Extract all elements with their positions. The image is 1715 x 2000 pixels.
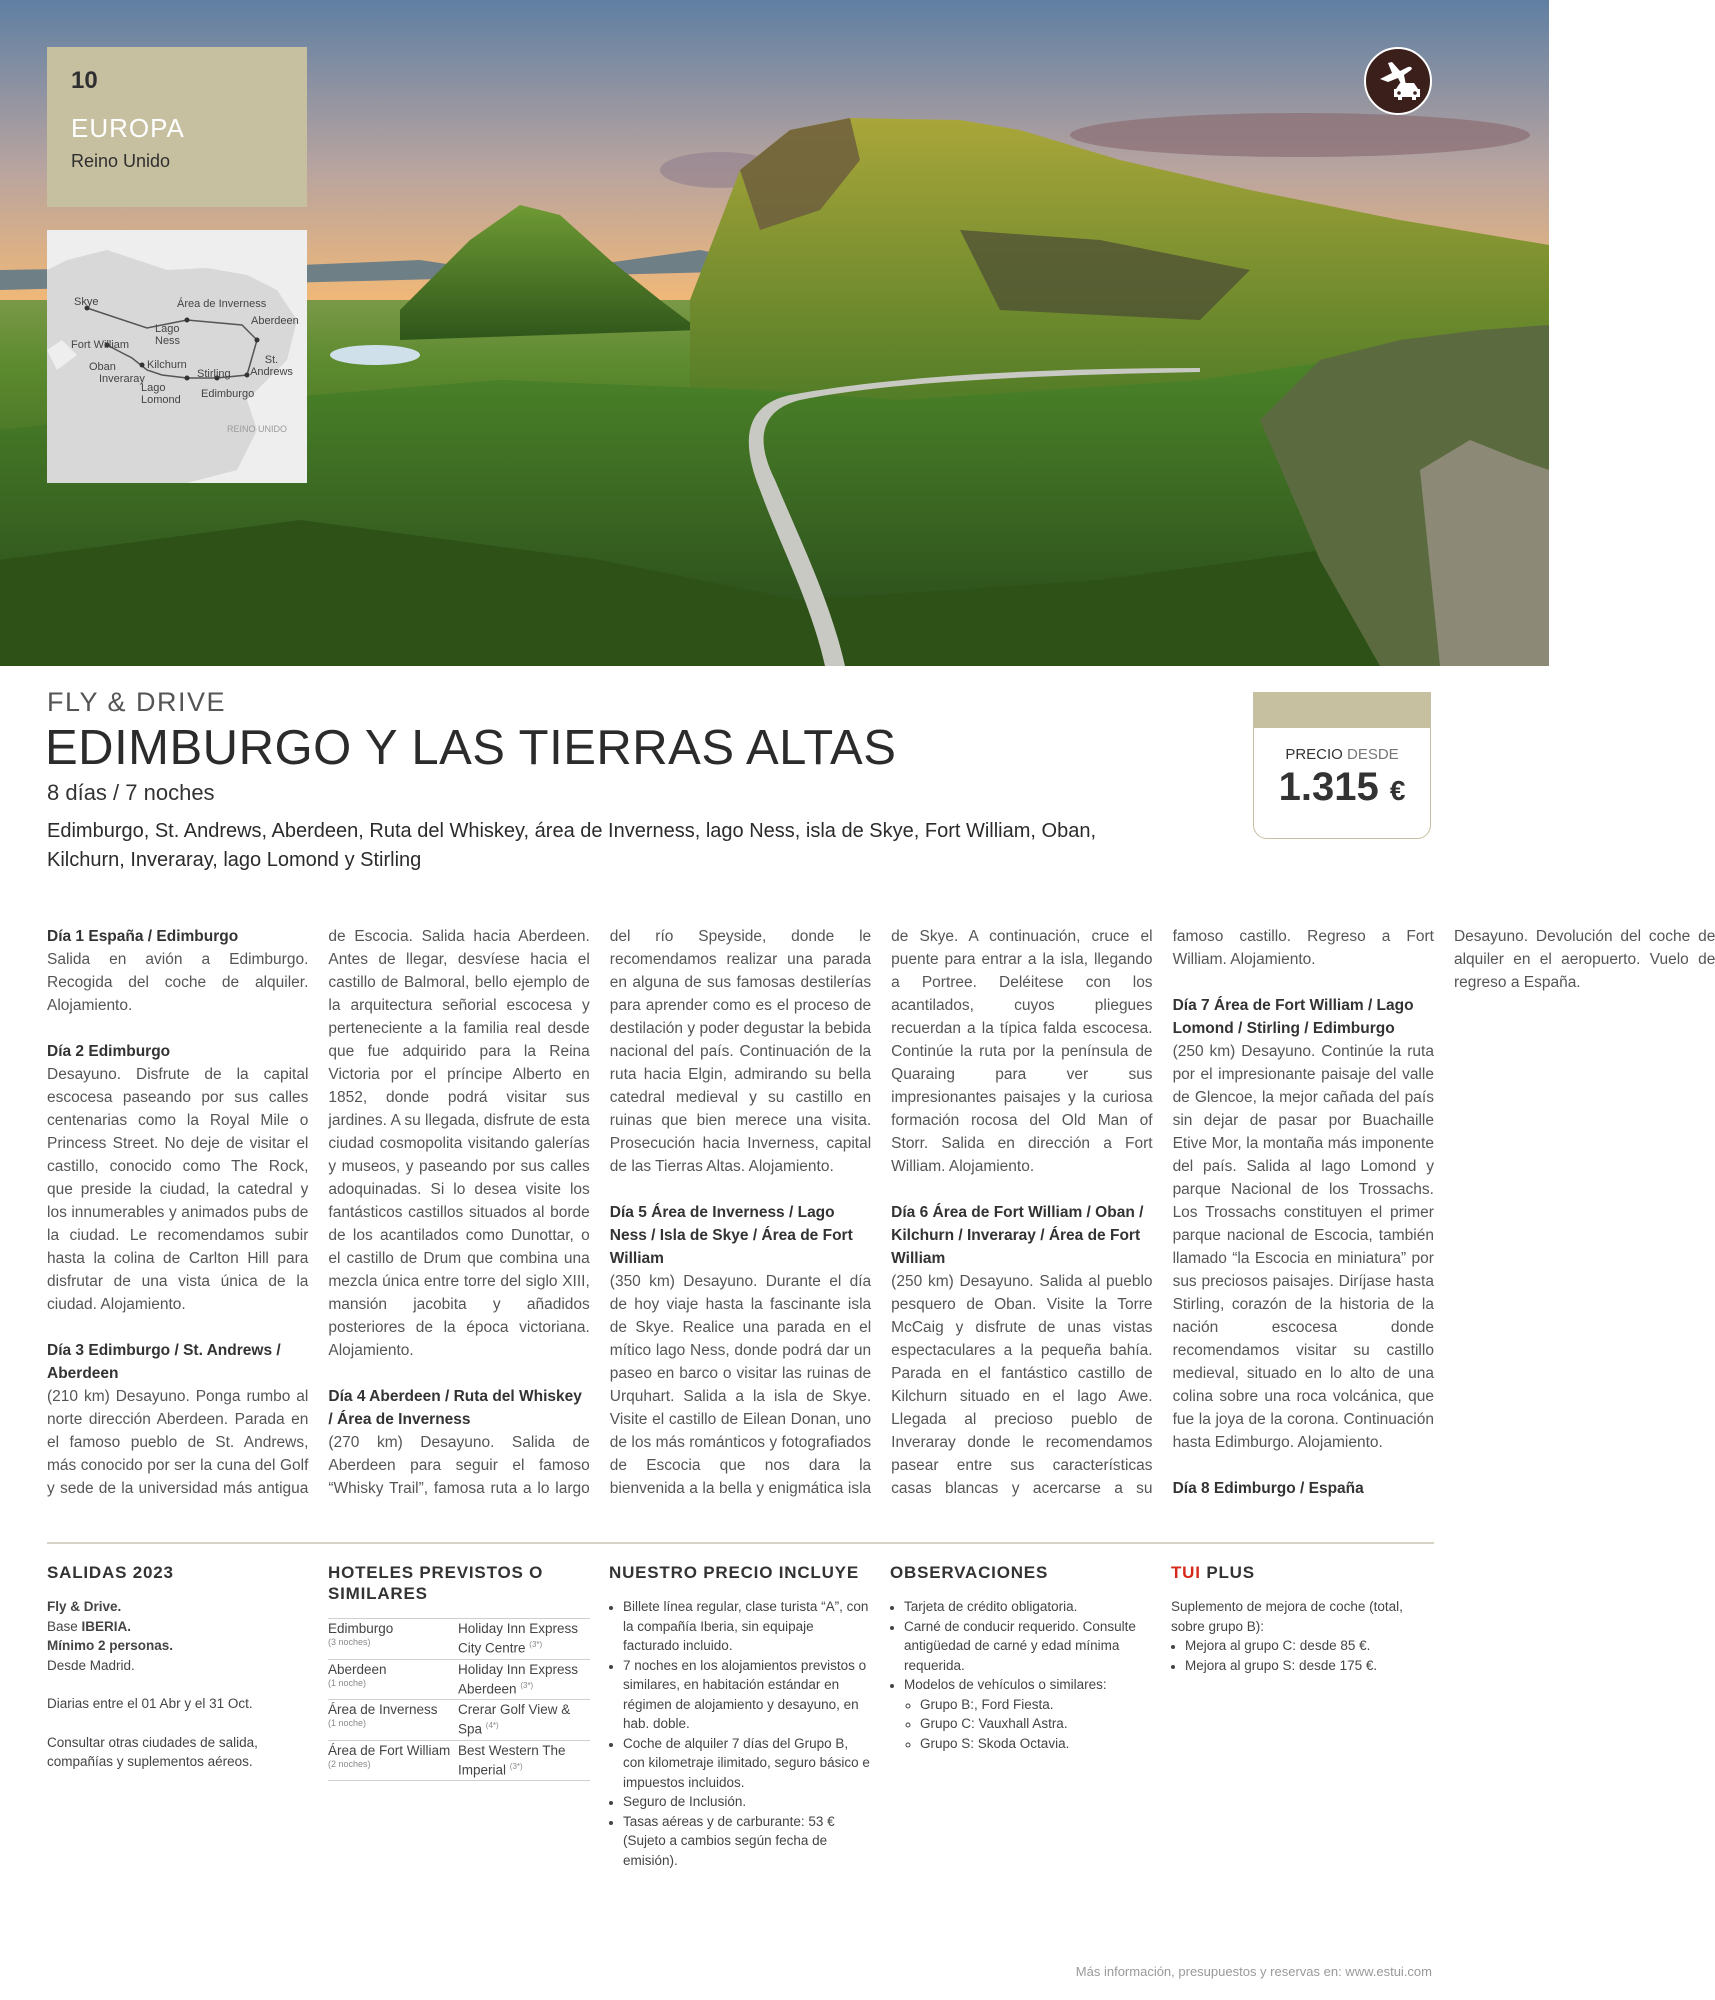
salidas-line1: Fly & Drive. (47, 1599, 122, 1614)
list-item: • Mejora al grupo S: desde 175 €. (1185, 1656, 1433, 1676)
list-item: • 7 noches en los alojamientos previstos o similares, en habitación estándar en régimen de alojamiento y desayuno, en hab. doble. (623, 1656, 871, 1734)
tui-plus-label: PLUS (1200, 1563, 1255, 1582)
hotel-name: Crerar Golf View & Spa (458, 1702, 571, 1737)
price-box (1253, 692, 1431, 839)
hotel-stars: (3*) (520, 1680, 534, 1690)
map-label-oban: Oban (89, 361, 116, 373)
hotel-nights: (3 noches) (328, 1637, 371, 1647)
hotel-stars: (3*) (529, 1640, 543, 1649)
hotel-nights: (1 noche) (328, 1718, 367, 1728)
hotel-name: Best Western The Imperial (458, 1742, 566, 1777)
hotel-city-cell (328, 1740, 458, 1781)
list-item-text: Modelos de vehículos o similares: (904, 1677, 1107, 1692)
hotel-city: Área de Fort William (328, 1742, 451, 1758)
map-country-label: REINO UNIDO (227, 424, 288, 434)
salidas-airline: IBERIA. (81, 1618, 132, 1634)
itinerary-day (1173, 994, 1434, 1454)
table-row (328, 1740, 590, 1781)
salidas-base-label: Base (47, 1618, 82, 1634)
hotel-name-cell (458, 1619, 590, 1660)
day-text: Desayuno. Devolución del coche de alquiler en el aeropuerto. Vuelo de regreso a España. (1453, 928, 1715, 991)
map-label-edimburgo: Edimburgo (201, 388, 255, 400)
hotel-city-cell (328, 1659, 458, 1700)
incluye-list (609, 1597, 871, 1870)
day-title: Día 2 Edimburgo (47, 1043, 171, 1060)
map-label-aberdeen: Aberdeen (251, 315, 299, 327)
day-title: Día 1 España / Edimburgo (47, 928, 239, 945)
map-label-stirling: Stirling (197, 368, 231, 380)
day-title: Día 3 Edimburgo / St. Andrews / Aberdeen (47, 1342, 281, 1382)
hoteles-title: HOTELES PREVISTOS O SIMILARES (328, 1563, 544, 1603)
list-item: ◦ Grupo B:, Ford Fiesta. (920, 1695, 1152, 1715)
country-label: Reino Unido (71, 151, 171, 171)
hotel-name: Holiday Inn Express City Centre (458, 1621, 579, 1656)
map-label-lago-lomond: Lago Lomond (141, 382, 181, 406)
route-map (47, 230, 307, 483)
list-item: • Tasas aéreas y de carburante: 53 € (Sujeto a cambios según fecha de emisión). (623, 1812, 871, 1871)
page-title: EDIMBURGO Y LAS TIERRAS ALTAS (45, 721, 897, 775)
hotel-city: Aberdeen (328, 1661, 387, 1677)
hotel-nights: (2 noches) (328, 1758, 371, 1769)
tui-brand: TUI (1171, 1563, 1201, 1582)
plane-car-icon (1364, 47, 1432, 115)
day-text: (270 km) Desayuno. Salida de Aberdeen para seguir el famoso “Whisky Trail”, famosa ruta a lo largo del río Speyside, donde le recomendamos realizar una parada en alguna de sus famosas destilerías para aprender como es el proceso de destilación y poder degustar la bebida nacional del país. Continuación de la ruta hacia Elgin, admirando su bella catedral medieval y su castillo en ruinas que bien merece una visita. Prosecución hacia Inverness, capital de las Tierras Altas. Alojamiento. (328, 928, 872, 1497)
list-item (904, 1675, 1152, 1753)
map-label-inveraray: Inveraray (99, 373, 145, 385)
incluye-section (609, 1562, 871, 1870)
day-title: Día 4 Aberdeen / Ruta del Whiskey / Área de Inverness (328, 1388, 582, 1428)
itinerary-day (47, 1040, 308, 1316)
price-label (1254, 746, 1430, 763)
salidas-section (47, 1562, 309, 1772)
hoteles-section (328, 1562, 590, 1781)
hotel-name: Holiday Inn Express Aberdeen (458, 1661, 579, 1696)
price-box-header-bar (1253, 692, 1431, 728)
list-item: ◦ Grupo S: Skoda Octavia. (920, 1734, 1152, 1754)
page-number: 10 (71, 67, 98, 94)
salidas-line3: Mínimo 2 personas. (47, 1638, 174, 1653)
salidas-line2 (47, 1617, 309, 1637)
price-label-main: PRECIO (1285, 746, 1343, 763)
hotel-stars: (4*) (485, 1721, 499, 1730)
page-badge (47, 47, 307, 207)
map-label-inverness: Área de Inverness (177, 298, 267, 310)
salidas-note: Consultar otras ciudades de salida, compañías y suplementos aéreos. (47, 1734, 258, 1769)
list-item: • Carné de conducir requerido. Consulte antigüedad de carné y edad mínima requerida. (904, 1617, 1152, 1676)
hotel-nights: (1 noche) (328, 1677, 367, 1688)
footer-more-info: Más información, presupuestos y reservas en: www.estui.com (1075, 1964, 1432, 1979)
hotel-name-cell (458, 1740, 590, 1781)
salidas-title: SALIDAS 2023 (47, 1563, 174, 1582)
table-row (328, 1619, 590, 1660)
list-item: • Tarjeta de crédito obligatoria. (904, 1597, 1152, 1617)
day-title: Día 5 Área de Inverness / Lago Ness / Isla de Skye / Área de Fort William (609, 1204, 853, 1267)
day-text: Desayuno. Disfrute de la capital escocesa paseando por sus calles centenarias como la Royal Mile o Princess Street. No deje de visitar el castillo, conocido como The Rock, que preside la ciudad, la catedral y los innumerables y animados pubs de la ciudad. Le recomendamos subir hasta la colina de Carlton Hill para disfrutar de una vista única de la ciudad. Alojamiento. (47, 1066, 309, 1313)
hotel-stars: (3*) (509, 1761, 523, 1771)
map-label-skye: Skye (74, 296, 99, 308)
hotels-table (328, 1618, 590, 1781)
day-title: Día 8 Edimburgo / España (1172, 1480, 1364, 1497)
price-value (1254, 765, 1430, 810)
list-item: • Billete línea regular, clase turista “A”, con la compañía Iberia, sin equipaje facturado incluido. (623, 1597, 871, 1656)
observaciones-title: OBSERVACIONES (890, 1563, 1049, 1582)
section-divider (47, 1542, 1434, 1544)
hotel-city-cell (328, 1700, 458, 1741)
region-label: EUROPA (71, 113, 185, 143)
trip-duration: 8 días / 7 noches (47, 780, 215, 805)
tui-plus-section (1171, 1562, 1433, 1675)
salidas-line4: Desde Madrid. (47, 1657, 135, 1673)
map-label-kilchurn: Kilchurn (147, 359, 187, 371)
salidas-dates: Diarias entre el 01 Abr y el 31 Oct. (47, 1696, 253, 1711)
itinerary (47, 925, 1715, 1510)
hotel-city-cell (328, 1619, 458, 1660)
tui-plus-intro: Suplemento de mejora de coche (total, sobre grupo B): (1171, 1599, 1403, 1634)
vehicle-models-list (904, 1695, 1152, 1754)
day-text: (210 km) Desayuno. Ponga rumbo al norte dirección Aberdeen. Parada en el famoso pueblo de St. Andrews, más conocido por ser la cuna del Golf y sede de la universidad más antigua de Escocia. Salida hacia Aberdeen. Antes de llegar, desvíese hacia el castillo de Balmoral, bello ejemplo de la arquitectura señorial escocesa y perteneciente a la familia real desde que fue adquirido para la Reina Victoria por el príncipe Alberto en 1852, donde podrá visitar sus jardines. A su llegada, disfrute de esta ciudad cosmopolita visitando galerías y museos, y paseando por sus calles adoquinadas. Si lo desea visite los fantásticos castillos situados al borde de los acantilados como Dunottar, o el castillo de Drum que combina una mezcla única entre torre del siglo XIII, mansión jacobita y añadidos posteriores de la época victoriana. Alojamiento. (47, 928, 590, 1497)
map-label-lago-ness: Lago Ness (155, 323, 181, 347)
map-label-st-andrews: St. Andrews (250, 354, 293, 378)
day-text: (250 km) Desayuno. Continúe la ruta por el impresionante paisaje del valle de Glencoe, la mejor cañada del país sin dejar de pasar por Buachaille Etive Mor, la montaña más imponente del país. Salida al lago Lomond y parque Nacional de los Trossachs. Los Trossachs constituyen el primer parque nacional de Escocia, también llamado “la Escocia en miniatura” por sus preciosos paisajes. Diríjase hasta Stirling, corazón de la historia de la nación escocesa donde recomendamos visitar su castillo medieval, situado en lo alto de una colina sobre una roca volcánica, que fue la joya de la corona. Continuación hasta Edimburgo. Alojamiento. (1172, 1043, 1434, 1451)
tui-plus-title (1171, 1562, 1433, 1583)
table-row (328, 1700, 590, 1741)
day-text: (350 km) Desayuno. Durante el día de hoy viaje hasta la fascinante isla de Skye. Realice una parada en el mítico lago Ness, donde podrá dar un paseo en barco o visitar las ruinas de Urquhart. Salida a la isla de Skye. Visite el castillo de Eilean Donan, uno de los más románticos y fotografiados de Escocia que nos dara la bienvenida a la bella y enigmática isla de Skye. A continuación, cruce el puente para entrar a la isla, llegando a Portree. Deléitese con los acantilados, cuyos pliegues recuerdan a la típica falda escocesa. Continúe la ruta por la península de Quaraing para ver sus impresionantes paisajes y la curiosa formación rocosa del Old Man of Storr. Salida en dirección a Fort William. Alojamiento. (609, 928, 1153, 1497)
trip-type-kicker: FLY & DRIVE (47, 687, 227, 717)
map-label-fort-william: Fort William (71, 339, 130, 351)
incluye-title: NUESTRO PRECIO INCLUYE (609, 1563, 859, 1582)
table-row (328, 1659, 590, 1700)
tui-plus-list (1171, 1636, 1433, 1675)
hotel-name-cell (458, 1659, 590, 1700)
list-item: • Mejora al grupo C: desde 85 €. (1185, 1636, 1433, 1656)
observaciones-section (890, 1562, 1152, 1753)
observaciones-list (890, 1597, 1152, 1753)
hotel-name-cell (458, 1700, 590, 1741)
price-amount: 1.315 (1278, 765, 1379, 809)
day-title: Día 6 Área de Fort William / Oban / Kilchurn / Inveraray / Área de Fort William (891, 1204, 1144, 1267)
day-text: (250 km) Desayuno. Salida al pueblo pesquero de Oban. Visite la Torre McCaig y disfrute de unas vistas espectaculares a la pequeña bahía. Parada en el fantástico castillo de Kilchurn situado en el lago Awe. Llegada al precioso pueblo de Inveraray donde le recomendamos pasear entre sus características casas blancas y acercarse a su famoso castillo. Regreso a Fort William. Alojamiento. (891, 928, 1434, 1497)
day-title: Día 7 Área de Fort William / Lago Lomond / Stirling / Edimburgo (1172, 997, 1414, 1037)
list-item: • Coche de alquiler 7 días del Grupo B, con kilometraje ilimitado, seguro básico e impuestos incluidos. (623, 1734, 871, 1793)
route-summary: Edimburgo, St. Andrews, Aberdeen, Ruta del Whiskey, área de Inverness, lago Ness, isla de Skye, Fort William, Oban, Kilchurn, Inveraray, lago Lomond y Stirling (47, 820, 1097, 871)
price-label-suffix: DESDE (1347, 746, 1399, 763)
price-currency: € (1389, 775, 1406, 806)
hotel-city: Edimburgo (328, 1621, 394, 1636)
itinerary-day (47, 925, 308, 1017)
list-item: ◦ Grupo C: Vauxhall Astra. (920, 1714, 1152, 1734)
hero-image (0, 0, 1549, 666)
day-text: Salida en avión a Edimburgo. Recogida del coche de alquiler. Alojamiento. (47, 951, 309, 1014)
hotel-city: Área de Inverness (328, 1702, 438, 1717)
list-item: • Seguro de Inclusión. (623, 1792, 871, 1812)
